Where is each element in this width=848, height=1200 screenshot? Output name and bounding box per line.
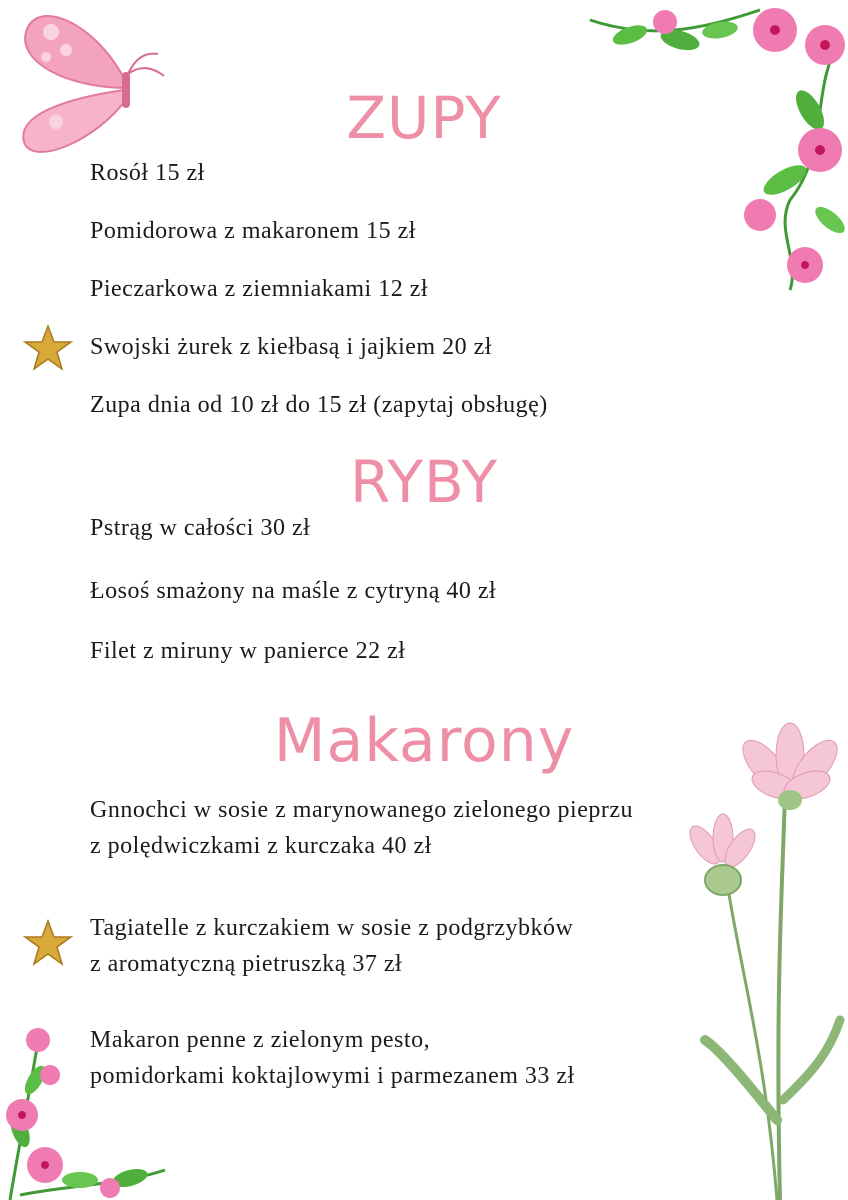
menu-item-line: Makaron penne z zielonym pesto,	[90, 1027, 431, 1053]
menu-item-featured	[90, 910, 573, 982]
section-title-ryby: RYBY	[349, 448, 499, 516]
menu-item-line: Gnnochci w sosie z marynowanego zielonego pieprzu	[90, 797, 633, 823]
section-title-zupy: ZUPY	[346, 84, 502, 152]
menu-item: Pstrąg w całości 30 zł	[90, 515, 311, 541]
menu-item-line: pomidorkami koktajlowymi i parmezanem 33 zł	[90, 1063, 575, 1089]
menu-item: Pieczarkowa z ziemniakami 12 zł	[90, 276, 429, 302]
menu-item	[90, 792, 633, 864]
menu-item: Pomidorowa z makaronem 15 zł	[90, 218, 416, 244]
menu-item: Łosoś smażony na maśle z cytryną 40 zł	[90, 578, 497, 604]
menu-item-featured: Swojski żurek z kiełbasą i jajkiem 20 zł	[90, 334, 492, 360]
menu-item-line: z aromatyczną pietruszką 37 zł	[90, 951, 403, 977]
menu-item: Rosół 15 zł	[90, 160, 205, 186]
section-title-makarony: Makarony	[273, 706, 575, 776]
menu-item: Zupa dnia od 10 zł do 15 zł (zapytaj obsługę)	[90, 392, 548, 418]
menu-item-line: z polędwiczkami z kurczaka 40 zł	[90, 833, 432, 859]
star-icon	[22, 918, 74, 970]
menu-item	[90, 1022, 575, 1094]
cornflower-illustration	[665, 720, 848, 1200]
star-icon	[22, 323, 74, 375]
menu-item: Filet z miruny w panierce 22 zł	[90, 638, 406, 664]
menu-item-line: Tagiatelle z kurczakiem w sosie z podgrzybków	[90, 915, 574, 941]
